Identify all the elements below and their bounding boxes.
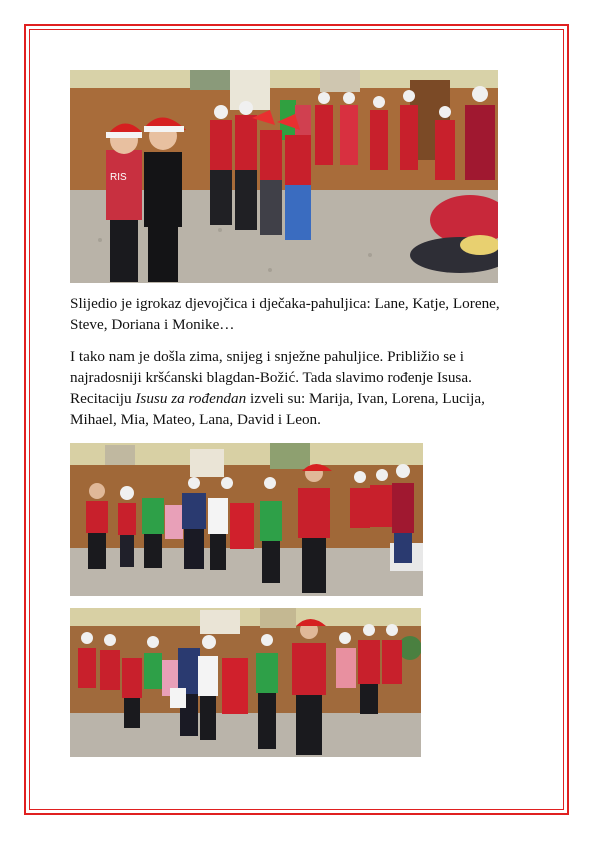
- photo-children-performance-1: [70, 70, 498, 283]
- shirt-print-text: RIS: [110, 172, 127, 183]
- paragraph-play-description: Slijedio je igrokaz djevojčica i dječaka-pahuljica: Lane, Katje, Lorene, Steve, Doriana i Monike…: [70, 295, 500, 333]
- paragraph-recitation-part2: izveli su: Marija, Ivan, Lorena, Lucija, Mihael, Mia, Mateo, Lana, David i Leon.: [70, 390, 485, 428]
- paragraph-recitation-part1: I tako nam je došla zima, snijeg i snježne pahuljice. Približio se i najradosniji kršćanski blagdan-Božić. Tada slavimo rođenje Isusa. Recitaciju: [70, 348, 472, 407]
- photo-children-performance-3: [70, 608, 421, 757]
- recitation-title: Isusu za rođendan: [135, 390, 247, 407]
- photo-children-performance-2: [70, 443, 423, 596]
- paragraph-recitation: [70, 346, 530, 430]
